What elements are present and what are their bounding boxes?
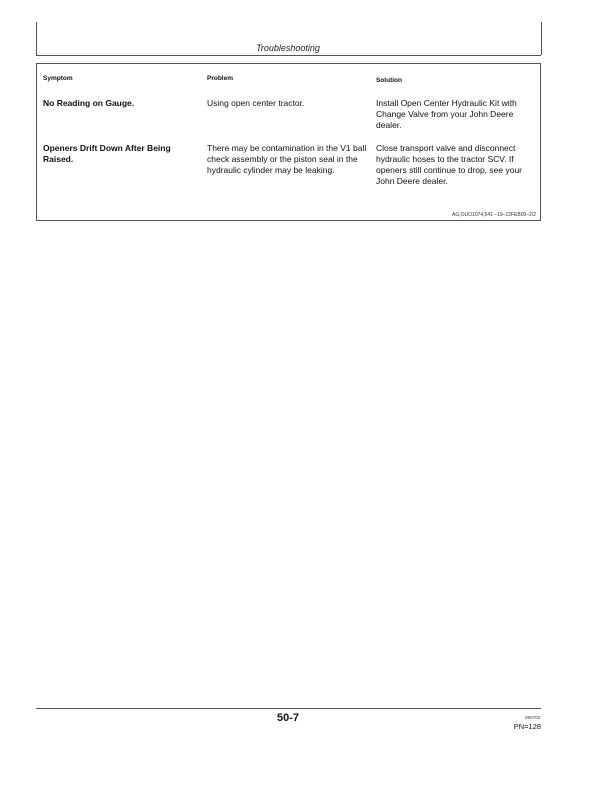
table-row-1-solution: Install Open Center Hydraulic Kit with Change Valve from your John Deere dealer. — [376, 98, 517, 130]
footer-rule — [36, 708, 541, 709]
table-row-1-problem: Using open center tractor. — [207, 98, 305, 108]
table-row-2-problem: There may be contamination in the V1 ball check assembly or the piston seal in the hydraulic cylinder may be leaking. — [207, 143, 367, 175]
page-number: 50-7 — [276, 712, 300, 724]
section-title: Troubleshooting — [256, 43, 320, 53]
table-row-1-symptom: No Reading on Gauge. — [43, 98, 135, 108]
column-header-problem: Problem — [207, 75, 234, 82]
column-header-solution: Solution — [376, 77, 402, 84]
table-row-2-solution: Close transport valve and disconnect hydraulic hoses to the tractor SCV. If openers still continue to drop, see your John Deere dealer. — [376, 143, 523, 186]
doc-code: 080703 — [524, 715, 540, 720]
column-header-symptom: Symptom — [43, 75, 73, 82]
pn-label: PN=128 — [513, 722, 541, 731]
table-row-2-symptom: Openers Drift Down After Being Raised. — [43, 143, 171, 164]
troubleshooting-table — [36, 63, 541, 221]
header-rule — [36, 55, 541, 56]
reference-code: AG,OUO1074,541 –19–22FEB00–2/2 — [452, 212, 536, 218]
